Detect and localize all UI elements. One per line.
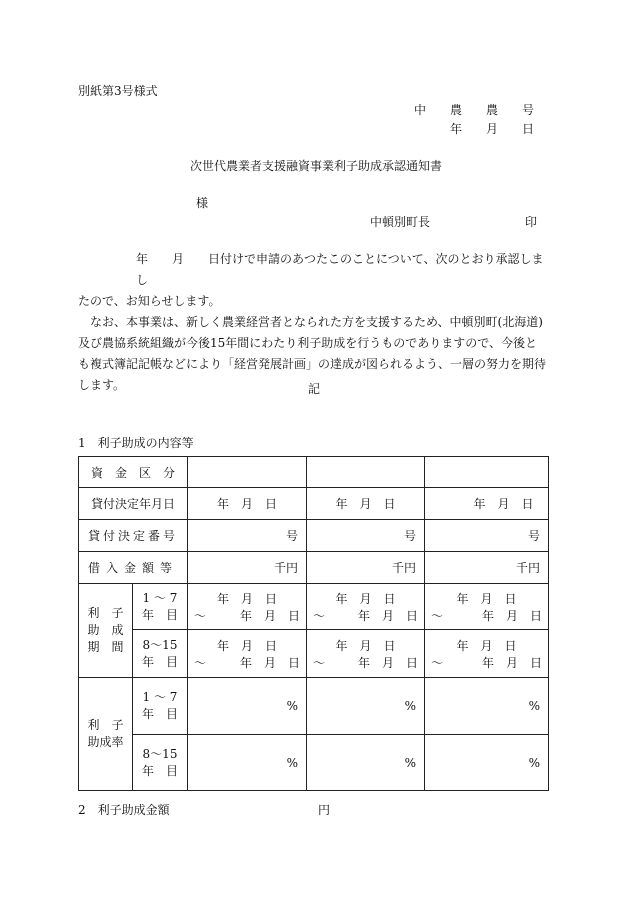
table-cell <box>188 457 307 488</box>
percent-unit: % <box>307 735 425 791</box>
date-blank: 年 月 日 <box>456 591 517 606</box>
date-blank: 年 月 日 <box>456 638 517 653</box>
number-unit: 号 <box>188 520 307 552</box>
date-blank: 年 月 日 <box>473 497 534 511</box>
date-blank: 年 月 日 <box>335 591 396 606</box>
table-row <box>79 678 549 735</box>
section-2-heading: 2 利子助成金額 <box>78 803 170 817</box>
table-cell <box>307 457 425 488</box>
number-unit: 号 <box>425 520 549 552</box>
amount-unit: 千円 <box>307 552 425 584</box>
row-label-fund-type: 資 金 区 分 <box>79 457 188 488</box>
form-number: 別紙第3号様式 <box>78 84 158 98</box>
body-line-1: 年 月 日付けで申請のあつたこのことについて、次のとおり承認しまし <box>136 252 544 287</box>
percent-unit: % <box>188 735 307 791</box>
table-row <box>79 488 549 520</box>
tilde: ～ <box>313 608 326 623</box>
subsidy-details-table <box>78 456 549 791</box>
percent-unit: % <box>425 678 549 735</box>
issuer-name: 中頓別町長 <box>370 215 431 229</box>
period-label <box>79 584 133 678</box>
tilde: ～ <box>431 608 444 623</box>
table-cell <box>307 488 425 520</box>
body-paragraph-2: なお、本事業は、新しく農業経営者となられた方を支援するため、中頓別町(北海道)及び農協系統組織が今後15年間にわたり利子助成を行うものでありますので、今後とも複式簿記記帳などにより「経営発展計画」の達成が図られるよう、一層の努力を期待します。 <box>78 315 547 392</box>
period-cell <box>307 630 425 678</box>
amount-unit: 千円 <box>425 552 549 584</box>
period-cell <box>307 584 425 630</box>
rate-label <box>79 678 133 791</box>
table-row <box>79 552 549 584</box>
date-blank: 年 月 日 <box>335 497 396 511</box>
tilde: ～ <box>194 655 207 670</box>
sub-label-line: 年 目 <box>142 607 179 622</box>
percent-unit: % <box>307 678 425 735</box>
date-blank: 年 月 日 <box>240 608 301 623</box>
sub-label-line: 1 ～ 7 <box>142 590 178 605</box>
body-paragraphs <box>78 249 548 396</box>
table-row <box>79 735 549 791</box>
date-blank: 年 月 日 <box>240 655 301 670</box>
sub-label-line: 年 目 <box>142 654 179 669</box>
table-row <box>79 630 549 678</box>
addressee-suffix: 様 <box>196 196 209 210</box>
issuer-seal: 印 <box>525 215 538 229</box>
period-cell <box>425 584 549 630</box>
sub-label-line: 年 目 <box>142 763 179 778</box>
date-blank: 年 月 日 <box>335 638 396 653</box>
sub-label-1-7 <box>133 678 188 735</box>
period-label-line: 助 成 <box>87 623 124 637</box>
row-label-loan-date: 貸付決定年月日 <box>79 488 188 520</box>
date-blank: 年 月 日 <box>358 608 419 623</box>
amount-unit: 千円 <box>188 552 307 584</box>
ki-marker: 記 <box>308 382 321 396</box>
period-cell <box>188 630 307 678</box>
date-blank: 年 月 日 <box>482 655 543 670</box>
doc-number: 中 農 農 号 <box>413 103 534 117</box>
rate-label-line: 利 子 <box>87 718 124 732</box>
period-cell <box>425 630 549 678</box>
table-cell <box>425 488 549 520</box>
sub-label-line: 年 目 <box>142 707 179 721</box>
sub-label-line: 1 ～ 7 <box>142 690 178 704</box>
doc-date: 年 月 日 <box>449 122 534 136</box>
date-blank: 年 月 日 <box>217 591 278 606</box>
date-blank: 年 月 日 <box>482 608 543 623</box>
sub-label-8-15 <box>133 735 188 791</box>
period-cell <box>188 584 307 630</box>
date-blank: 年 月 日 <box>358 655 419 670</box>
percent-unit: % <box>188 678 307 735</box>
rate-label-line: 助成率 <box>87 735 124 749</box>
period-label-line: 期 間 <box>87 640 124 654</box>
table-cell <box>425 457 549 488</box>
sub-label-8-15 <box>133 630 188 678</box>
document-title: 次世代農業者支援融資事業利子助成承認通知書 <box>190 159 443 173</box>
period-label-line: 利 子 <box>87 606 124 620</box>
table-row <box>79 584 549 630</box>
body-line-2: たので、お知らせします。 <box>78 294 221 308</box>
percent-unit: % <box>425 735 549 791</box>
row-label-loan-number: 貸付決定番号 <box>79 520 188 552</box>
tilde: ～ <box>194 608 207 623</box>
section-1-heading: 1 利子助成の内容等 <box>78 436 194 450</box>
row-label-amount: 借入金額等 <box>79 552 188 584</box>
table-row <box>79 520 549 552</box>
table-cell <box>188 488 307 520</box>
date-blank: 年 月 日 <box>217 638 278 653</box>
sub-label-line: 8～15 <box>142 746 178 761</box>
number-unit: 号 <box>307 520 425 552</box>
tilde: ～ <box>313 655 326 670</box>
sub-label-line: 8～15 <box>142 637 178 652</box>
section-2-unit: 円 <box>318 803 331 817</box>
table-row <box>79 457 549 488</box>
sub-label-1-7 <box>133 584 188 630</box>
date-blank: 年 月 日 <box>217 497 278 511</box>
tilde: ～ <box>431 655 444 670</box>
